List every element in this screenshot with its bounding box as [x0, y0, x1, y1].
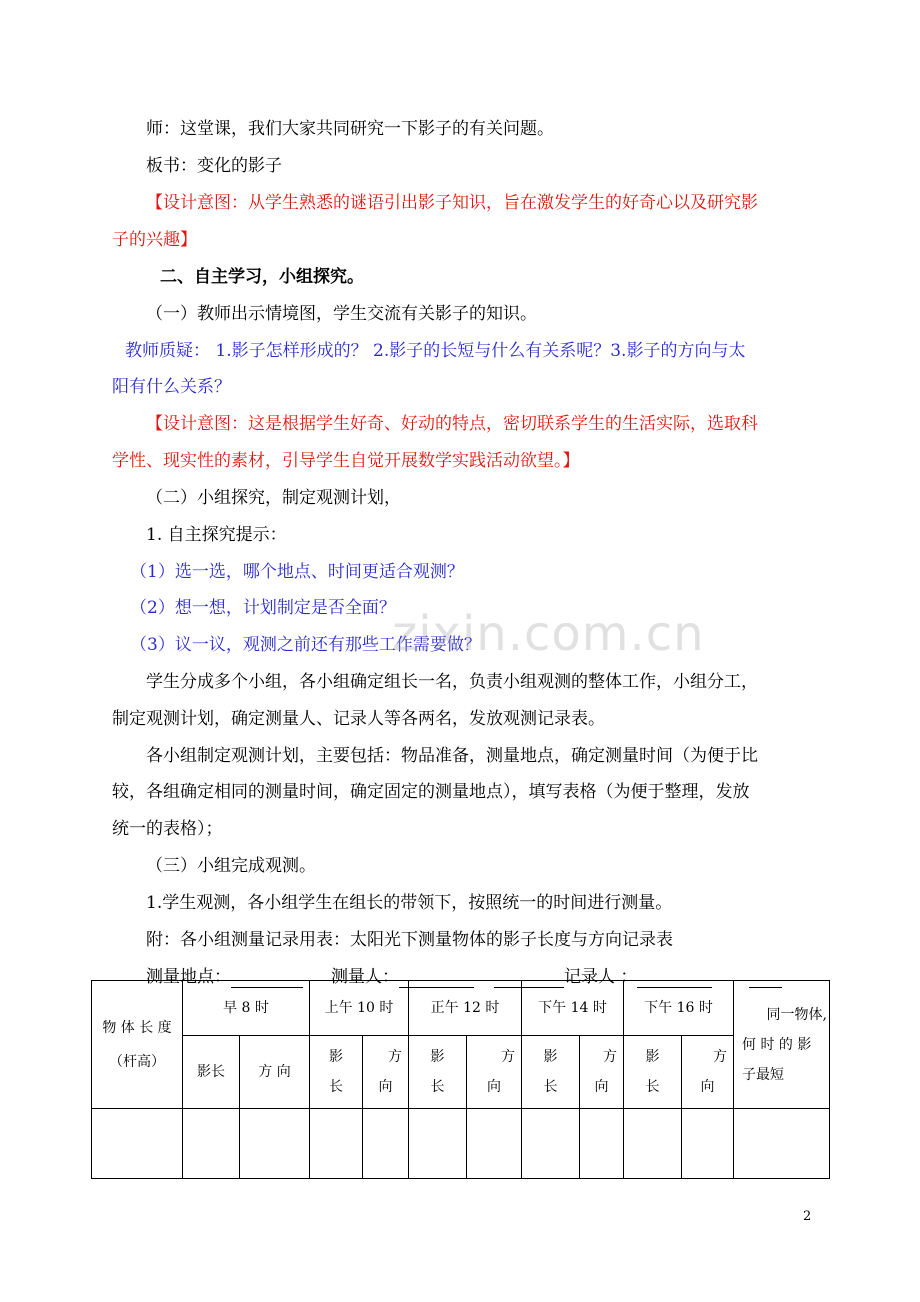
shadow-char-b: 长: [645, 1079, 660, 1095]
header-shortest-shadow: [734, 981, 830, 1109]
cell-shadow-10[interactable]: [310, 1109, 363, 1179]
dir-char-b: 向: [487, 1079, 501, 1095]
header-object-length-sub: （杆高）: [109, 1053, 165, 1070]
design-intent-2-line-1: 【设计意图：这是根据学生好奇、好动的特点，密切联系学生的生活实际，选取科: [146, 414, 758, 434]
dir-char-b: 向: [594, 1079, 609, 1095]
teacher-question-line-1: 教师质疑： 1.影子怎样形成的？ 2.影子的长短与什么有关系呢？3.影子的方向与太: [125, 341, 746, 361]
cell-direction-14[interactable]: [580, 1109, 624, 1179]
cell-object-length[interactable]: [92, 1109, 183, 1179]
dir-char-a: 方: [603, 1049, 617, 1065]
section-heading-2: 二、自主学习，小组探究。: [160, 267, 364, 287]
dir-char-a: 方: [388, 1049, 402, 1065]
header-shortest-b: 何 时 的 影: [742, 1036, 812, 1053]
header-shortest-a: 同一物体,: [766, 1006, 827, 1023]
header-shadow-len-8: 影长: [183, 1036, 240, 1109]
header-direction-12: [467, 1036, 522, 1109]
paragraph-attachment: 附：各小组测量记录用表：太阳光下测量物体的影子长度与方向记录表: [146, 930, 673, 950]
cell-direction-16[interactable]: [682, 1109, 734, 1179]
measurer-label: 测量人：: [331, 967, 399, 987]
cell-shortest[interactable]: [734, 1109, 830, 1179]
header-direction-10: [363, 1036, 409, 1109]
dir-char-b: 向: [700, 1079, 715, 1095]
cell-direction-12[interactable]: [467, 1109, 522, 1179]
watermark: zixin.com.cn: [392, 606, 705, 662]
subsection-1: （一）教师出示情境图，学生交流有关影子的知识。: [146, 304, 537, 324]
paragraph-plan-line-2: 较，各组确定相同的测量时间，确定固定的测量地点），填写表格（为便于整理，发放: [112, 782, 750, 802]
dir-char-a: 方: [501, 1049, 515, 1065]
design-intent-1-line-1: 【设计意图：从学生熟悉的谜语引出影子知识，旨在激发学生的好奇心以及研究影: [146, 193, 758, 213]
shadow-char-a: 影: [430, 1049, 445, 1065]
paragraph-observe: 1.学生观测，各小组学生在组长的带领下，按照统一的时间进行测量。: [146, 893, 673, 913]
shadow-char-a: 影: [645, 1049, 660, 1065]
header-time-12: 正午 12 时: [409, 981, 522, 1036]
cell-shadow-8[interactable]: [183, 1109, 240, 1179]
header-time-16: 下午 16 时: [624, 981, 734, 1036]
prompt-item-3: （3）议一议，观测之前还有那些工作需要做？: [130, 635, 481, 655]
cell-shadow-14[interactable]: [522, 1109, 580, 1179]
dir-char-b: 向: [378, 1079, 393, 1095]
header-shortest-c: 子最短: [742, 1066, 784, 1083]
place-label: 测量地点：: [146, 967, 231, 987]
prompt-item-1: （1）选一选，哪个地点、时间更适合观测？: [130, 562, 464, 582]
design-intent-1-line-2: 子的兴趣】: [112, 230, 197, 250]
shadow-char-a: 影: [329, 1049, 343, 1065]
record-table: [91, 980, 830, 1179]
header-shadow-len-16: [624, 1036, 682, 1109]
recorder-label: 记录人 ：: [564, 967, 638, 987]
header-time-14: 下午 14 时: [522, 981, 624, 1036]
dir-char-a: 方: [713, 1049, 727, 1065]
paragraph-grouping-line-1: 学生分成多个小组，各小组确定组长一名，负责小组观测的整体工作，小组分工，: [146, 672, 758, 692]
cell-direction-10[interactable]: [363, 1109, 409, 1179]
paragraph-teacher-intro: 师：这堂课，我们大家共同研究一下影子的有关问题。: [146, 119, 554, 139]
shadow-char-b: 长: [543, 1079, 558, 1095]
subsection-3: （三）小组完成观测。: [146, 856, 316, 876]
page-number: 2: [803, 1209, 812, 1224]
header-direction-14: [580, 1036, 624, 1109]
header-object-length-label: 物 体 长 度: [102, 1019, 172, 1036]
paragraph-plan-line-3: 统一的表格）；: [112, 819, 223, 839]
paragraph-board-title: 板书：变化的影子: [146, 156, 282, 176]
prompt-heading: 1. 自主探究提示：: [146, 525, 287, 545]
header-object-length: [92, 981, 183, 1109]
header-time-10: 上午 10 时: [310, 981, 409, 1036]
shadow-char-b: 长: [329, 1079, 343, 1095]
prompt-item-2: （2）想一想，计划制定是否全面？: [130, 598, 396, 618]
paragraph-grouping-line-2: 制定观测计划，确定测量人、记录人等各两名，发放观测记录表。: [112, 709, 605, 729]
cell-shadow-12[interactable]: [409, 1109, 467, 1179]
teacher-question-line-2: 阳有什么关系？: [112, 377, 231, 397]
header-shadow-len-14: [522, 1036, 580, 1109]
design-intent-2-line-2: 学性、现实性的素材，引导学生自觉开展数学实践活动欲望。】: [112, 451, 580, 471]
header-time-8: 早 8 时: [183, 981, 310, 1036]
shadow-char-a: 影: [543, 1049, 558, 1065]
subsection-2: （二）小组探究，制定观测计划，: [146, 488, 401, 508]
cell-direction-8[interactable]: [240, 1109, 310, 1179]
header-direction-8: 方 向: [240, 1036, 310, 1109]
header-direction-16: [682, 1036, 734, 1109]
header-shadow-len-10: [310, 1036, 363, 1109]
cell-shadow-16[interactable]: [624, 1109, 682, 1179]
shadow-char-b: 长: [430, 1079, 445, 1095]
header-shadow-len-12: [409, 1036, 467, 1109]
table-row: [92, 1109, 830, 1179]
paragraph-plan-line-1: 各小组制定观测计划，主要包括：物品准备，测量地点，确定测量时间（为便于比: [146, 746, 758, 766]
